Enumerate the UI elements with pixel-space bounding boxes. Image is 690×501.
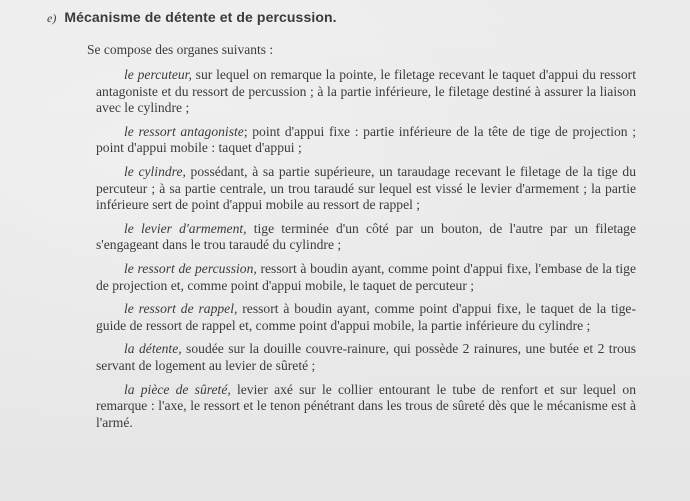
- list-item: [96, 301, 636, 334]
- item-term: le levier d'armement,: [124, 220, 247, 236]
- item-text: ressort à boudin ayant, comme point d'appui fixe, l'embase de la tige de projection et, comme point d'appui mobile, le taquet de percuteur ;: [96, 260, 636, 293]
- section-heading: [47, 9, 337, 27]
- item-text: ; point d'appui fixe : partie inférieure de la tête de tige de projection ; point d'appui mobile : taquet d'appui ;: [96, 123, 637, 156]
- item-text: tige terminée d'un côté par un bouton, de l'autre par un filetage s'engageant dans le trou taraudé du cylindre ;: [96, 220, 636, 253]
- list-item: [96, 382, 636, 432]
- section-number: e): [47, 11, 57, 25]
- item-term: la pièce de sûreté,: [124, 381, 231, 397]
- item-term: le ressort antagoniste: [124, 123, 244, 139]
- item-term: le ressort de rappel,: [124, 301, 238, 317]
- list-item: [96, 221, 636, 254]
- list-item: [96, 341, 636, 374]
- intro-paragraph: Se compose des organes suivants :: [87, 42, 274, 57]
- list-item: [96, 261, 636, 294]
- item-term: la détente,: [124, 341, 182, 357]
- section-title: Mécanisme de détente et de percussion.: [64, 9, 337, 25]
- item-text: ressort à boudin ayant, comme point d'appui fixe, le taquet de la tige-guide de ressort de rappel et, comme point d'appui mobile, la partie inférieure du cylindre ;: [96, 301, 636, 333]
- list-item: [96, 164, 636, 214]
- item-term: le cylindre,: [124, 163, 186, 179]
- item-text: soudée sur la douille couvre-rainure, qui possède 2 rainures, une butée et 2 trous servant de logement au levier de sûreté ;: [96, 341, 636, 373]
- list-item: [96, 124, 636, 157]
- item-text: levier axé sur le collier entourant le tube de renfort et sur lequel on remarque : l'axe, le ressort et le tenon pénétrant dans les trous de sûreté dès que le mécanisme est à l'armé.: [96, 381, 636, 430]
- list-item: [96, 67, 636, 117]
- item-term: le ressort de percussion,: [124, 260, 257, 276]
- component-list: [96, 67, 636, 438]
- item-text: possédant, à sa partie supérieure, un taraudage recevant le filetage de la tige du percuteur ; à sa partie centrale, un trou taraudé sur lequel est vissé le levier d'armement ; la partie inférieure sert de point d'appui mobile au ressort de rappel ;: [96, 163, 636, 213]
- item-text: sur lequel on remarque la pointe, le filetage recevant le taquet d'appui du ressort antagoniste et du ressort de percussion ; à la partie inférieure, le filetage destiné à assurer la liaison avec le cylindre ;: [96, 67, 636, 116]
- item-term: le percuteur,: [124, 67, 192, 82]
